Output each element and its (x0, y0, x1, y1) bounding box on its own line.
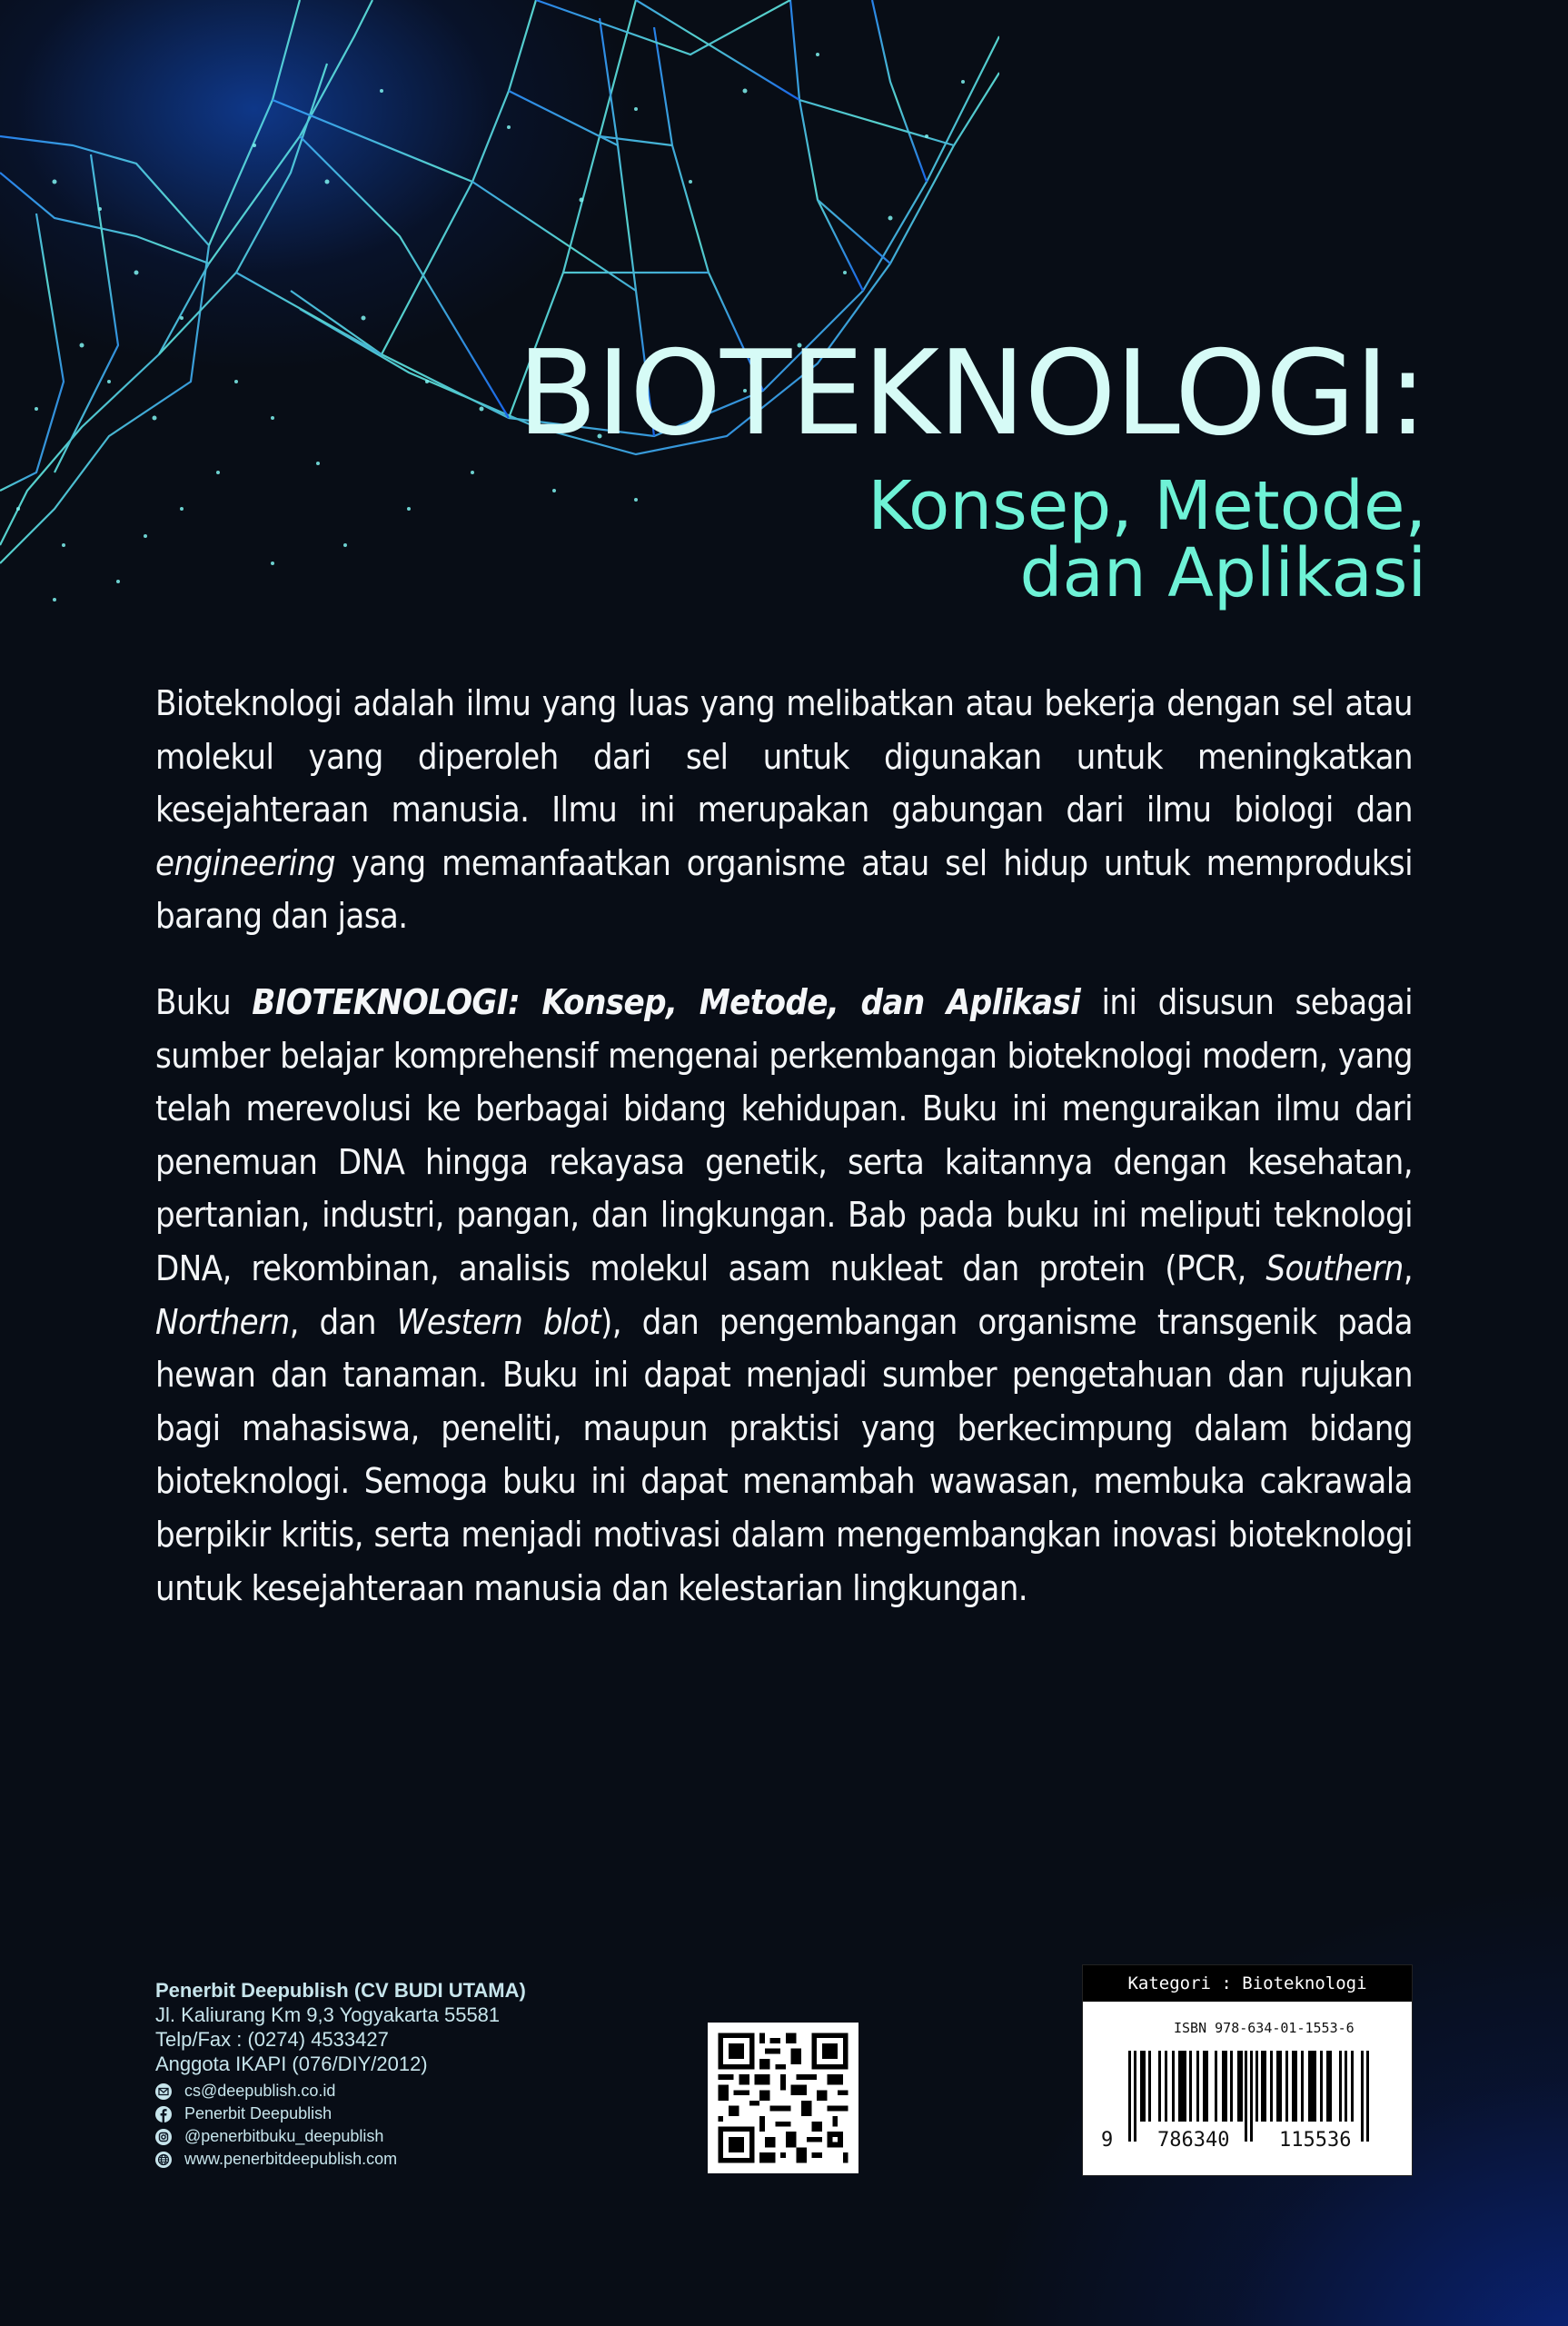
contact-instagram-text: @penerbitbuku_deepublish (184, 2127, 384, 2145)
text-run-italic: engineering (155, 842, 336, 883)
contact-instagram[interactable] (155, 2125, 526, 2148)
text-run-italic: Southern (1265, 1247, 1404, 1288)
publisher-phone: Telp/Fax : (0274) 4533427 (155, 2028, 389, 2051)
publisher-contacts (155, 2080, 526, 2171)
isbn-barcode-box (1082, 1964, 1413, 2176)
text-run: ), dan pengembangan organisme transgenik pada hewan dan tanaman. Buku ini dapat menjadi sumber pengetahuan dan rujukan bagi mahasiswa, peneliti, maupun praktisi yang berkecimpung dalam bidang bioteknologi. Semoga buku ini dapat menambah wawasan, membuka cakrawala berpikir kritis, serta menjadi motivasi dalam mengembangkan inovasi bioteknologi untuk kesejahteraan manusia dan kelestarian lingkungan. (155, 1301, 1413, 1608)
publisher-address: Jl. Kaliurang Km 9,3 Yogyakarta 55581 (155, 2003, 501, 2026)
contact-facebook-text: Penerbit Deepublish (184, 2104, 332, 2122)
text-run: yang memanfaatkan organisme atau sel hidup untuk memproduksi barang dan jasa. (155, 842, 1413, 937)
text-run-bold-italic: BIOTEKNOLOGI: Konsep, Metode, dan Aplikasi (252, 981, 1081, 1022)
book-title-block (517, 326, 1426, 612)
text-run: , (1403, 1247, 1413, 1288)
subtitle-line-2: dan Aplikasi (1019, 534, 1426, 612)
synopsis (155, 677, 1413, 1647)
publisher-info (155, 1978, 526, 2171)
text-run-italic: Western blot (396, 1301, 600, 1342)
email-icon (155, 2083, 172, 2100)
contact-website-text: www.penerbitdeepublish.com (184, 2150, 398, 2168)
instagram-icon (155, 2129, 172, 2145)
facebook-icon (155, 2106, 172, 2122)
qr-code[interactable] (708, 2023, 858, 2173)
qr-code-icon (708, 2023, 858, 2173)
barcode-digits-left: 786340 (1157, 2129, 1230, 2152)
text-run-italic: Northern (155, 1301, 290, 1342)
contact-website[interactable] (155, 2148, 526, 2171)
barcode-digits-right: 115536 (1279, 2129, 1352, 2152)
book-title: BIOTEKNOLOGI: (517, 326, 1426, 462)
text-run: ini disusun sebagai sumber belajar komprehensif mengenai perkembangan bioteknologi modern, yang telah merevolusi ke berbagai bidang kehidupan. Buku ini menguraikan ilmu dari penemuan DNA hingga rekayasa genetik, serta kaitannya dengan kesehatan, pertanian, industri, pangan, dan lingkungan. Bab pada buku ini meliputi teknologi DNA, rekombinan, analisis molekul asam nukleat dan protein (PCR, (155, 981, 1414, 1288)
isbn-number: ISBN 978-634-01-1553-6 (1174, 2020, 1355, 2036)
barcode-digit-prefix: 9 (1101, 2129, 1114, 2152)
text-run: Buku (155, 981, 253, 1022)
book-subtitle (518, 467, 1426, 612)
publisher-name: Penerbit Deepublish (CV BUDI UTAMA) (155, 1979, 526, 2002)
contact-facebook[interactable] (155, 2102, 526, 2125)
synopsis-paragraph-1 (155, 677, 1413, 943)
category-label: Kategori : Bioteknologi (1083, 1965, 1412, 2002)
globe-icon (155, 2152, 172, 2168)
subtitle-line-1: Konsep, Metode, (868, 467, 1426, 545)
publisher-membership: Anggota IKAPI (076/DIY/2012) (155, 2053, 428, 2075)
synopsis-paragraph-2 (155, 976, 1413, 1615)
text-run: , dan (289, 1301, 397, 1342)
contact-email-text: cs@deepublish.co.id (184, 2082, 336, 2100)
text-run: Bioteknologi adalah ilmu yang luas yang melibatkan atau bekerja dengan sel atau molekul yang diperoleh dari sel untuk digunakan untuk meningkatkan kesejahteraan manusia. Ilmu ini merupakan gabungan dari ilmu biologi dan (155, 683, 1413, 830)
contact-email[interactable] (155, 2080, 526, 2102)
